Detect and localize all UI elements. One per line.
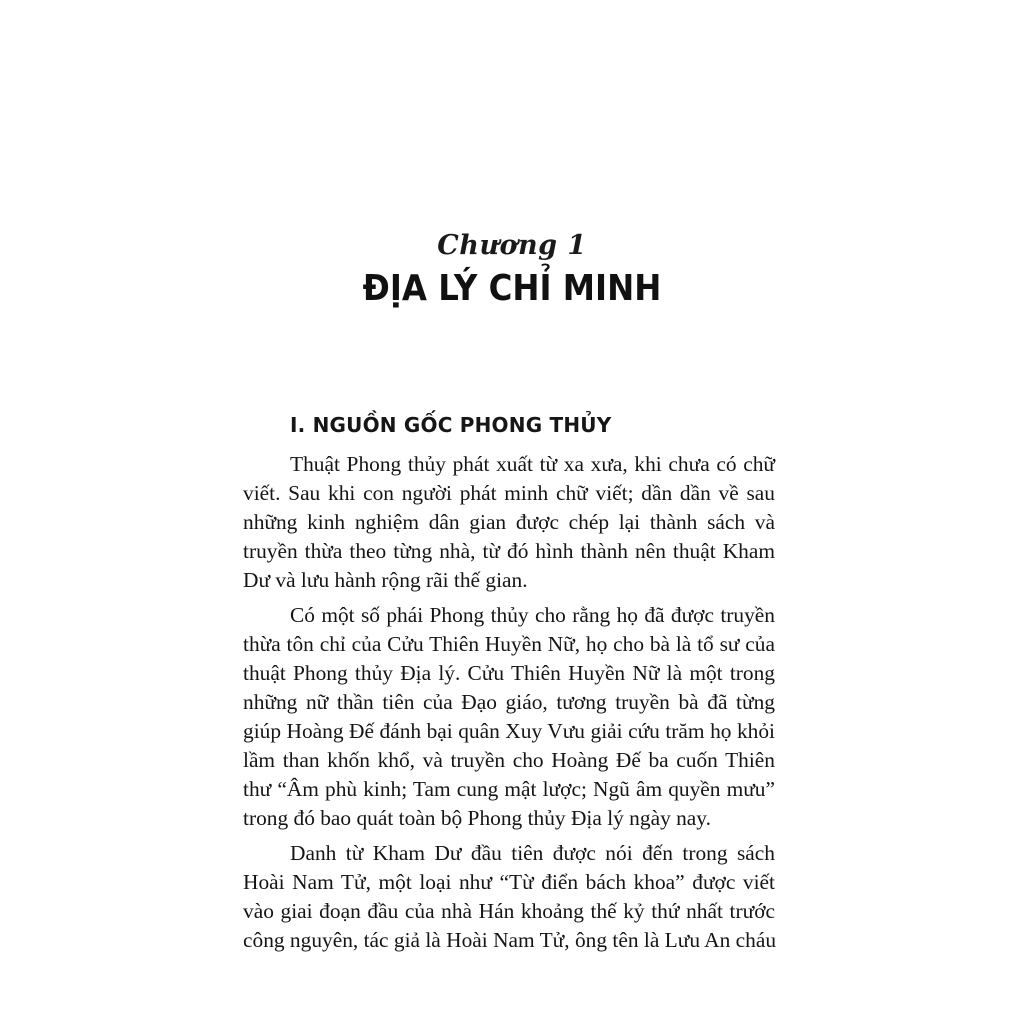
text-line: những nữ thần tiên của Đạo giáo, tương truyền bà đã từng	[243, 690, 775, 714]
text-line: Dư và lưu hành rộng rãi thế gian.	[243, 568, 528, 592]
text-line: những kinh nghiệm dân gian được chép lại thành sách và	[243, 510, 775, 534]
text-line: lầm than khốn khổ, và truyền cho Hoàng Đế ba cuốn Thiên	[243, 748, 775, 772]
text-line: thuật Phong thủy Địa lý. Cửu Thiên Huyền Nữ là một trong	[243, 661, 775, 685]
text-line: Hoài Nam Tử, một loại như “Từ điển bách khoa” được viết	[243, 870, 775, 894]
body-text	[243, 450, 775, 961]
paragraph	[243, 839, 775, 955]
paragraph	[243, 601, 775, 833]
text-line: thừa tôn chỉ của Cửu Thiên Huyền Nữ, họ cho bà là tổ sư của	[243, 632, 775, 656]
section-heading: I. NGUỒN GỐC PHONG THỦY	[290, 413, 612, 437]
text-line: viết. Sau khi con người phát minh chữ viết; dần dần về sau	[243, 481, 775, 505]
text-line: công nguyên, tác giả là Hoài Nam Tử, ông tên là Lưu An cháu	[243, 928, 777, 952]
text-line: vào giai đoạn đầu của nhà Hán khoảng thế kỷ thứ nhất trước	[243, 899, 775, 923]
text-line: thư “Âm phù kinh; Tam cung mật lược; Ngũ âm quyền mưu”	[243, 777, 775, 801]
text-line: trong đó bao quát toàn bộ Phong thủy Địa lý ngày nay.	[243, 806, 711, 830]
text-line: giúp Hoàng Đế đánh bại quân Xuy Vưu giải cứu trăm họ khỏi	[243, 719, 775, 743]
chapter-number: Chương 1	[437, 230, 587, 261]
paragraph	[243, 450, 775, 595]
chapter-title: ĐỊA LÝ CHỈ MINH	[362, 268, 662, 309]
text-line: Có một số phái Phong thủy cho rằng họ đã được truyền	[290, 603, 775, 627]
text-line: Danh từ Kham Dư đầu tiên được nói đến trong sách	[290, 841, 775, 865]
text-line: Thuật Phong thủy phát xuất từ xa xưa, khi chưa có chữ	[290, 452, 775, 476]
text-line: truyền thừa theo từng nhà, từ đó hình thành nên thuật Kham	[243, 539, 775, 563]
